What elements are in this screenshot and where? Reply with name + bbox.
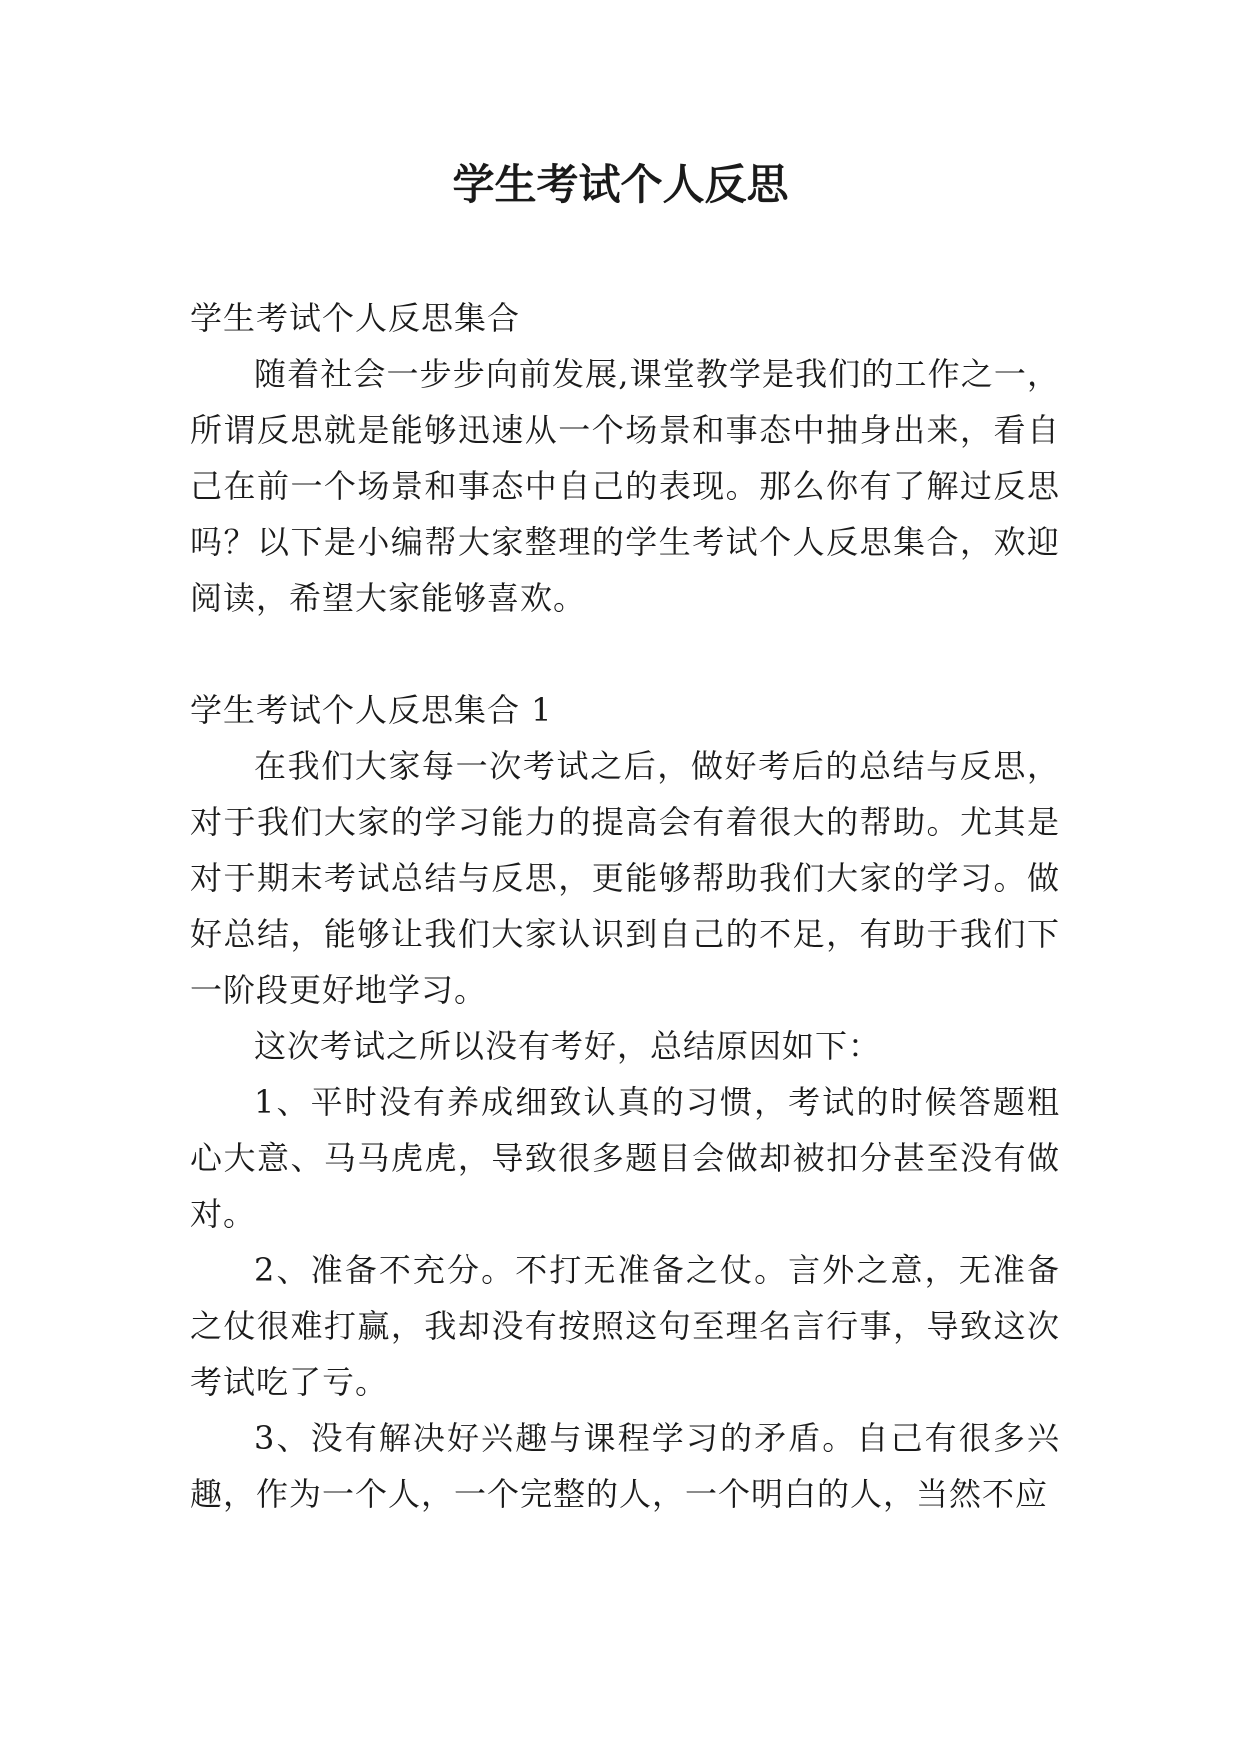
numbered-paragraph: 2、准备不充分。不打无准备之仗。言外之意，无准备之仗很难打赢，我却没有按照这句至理名言行事，导致这次考试吃了亏。 bbox=[190, 1251, 1060, 1401]
section-spacer bbox=[190, 626, 1060, 682]
document-title: 学生考试个人反思 bbox=[452, 160, 789, 209]
document-body bbox=[190, 290, 1060, 1522]
collection-subtitle: 学生考试个人反思集合 bbox=[190, 299, 521, 337]
body-paragraph: 这次考试之所以没有考好，总结原因如下： bbox=[254, 1027, 882, 1065]
section-heading: 学生考试个人反思集合 1 bbox=[190, 691, 553, 729]
numbered-paragraph: 1、平时没有养成细致认真的习惯，考试的时候答题粗心大意、马马虎虎，导致很多题目会做却被扣分甚至没有做对。 bbox=[190, 1083, 1060, 1233]
intro-paragraph: 随着社会一步步向前发展,课堂教学是我们的工作之一，所谓反思就是能够迅速从一个场景和事态中抽身出来，看自己在前一个场景和事态中自己的表现。那么你有了解过反思吗？以下是小编帮大家整理的学生考试个人反思集合，欢迎阅读，希望大家能够喜欢。 bbox=[190, 355, 1060, 617]
numbered-paragraph: 3、没有解决好兴趣与课程学习的矛盾。自己有很多兴趣，作为一个人，一个完整的人，一个明白的人，当然不应 bbox=[190, 1419, 1060, 1513]
body-paragraph: 在我们大家每一次考试之后，做好考后的总结与反思，对于我们大家的学习能力的提高会有着很大的帮助。尤其是对于期末考试总结与反思，更能够帮助我们大家的学习。做好总结，能够让我们大家认识到自己的不足，有助于我们下一阶段更好地学习。 bbox=[190, 747, 1060, 1009]
